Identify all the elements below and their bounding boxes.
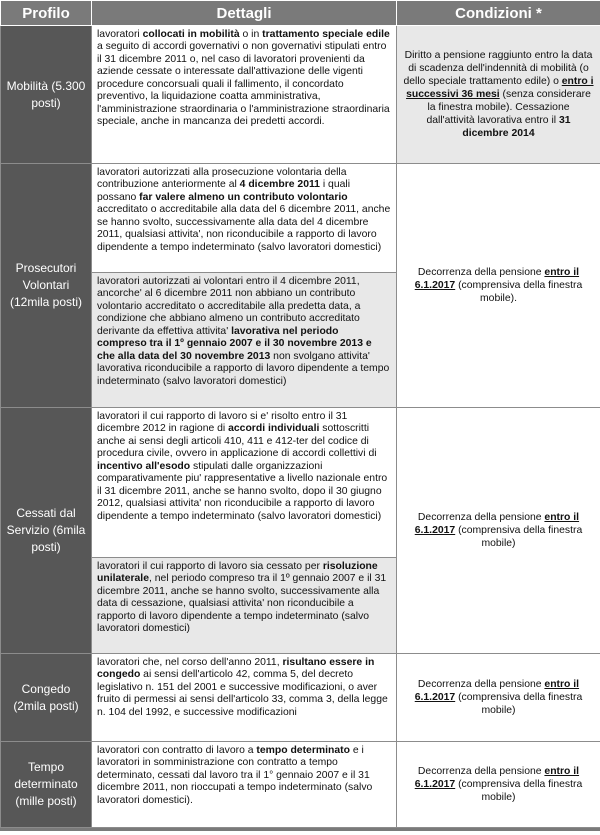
condition-cell: Decorrenza della pensione entro il 6.1.2017 (comprensiva della finestra mobile) [397,654,600,742]
condition-cell: Diritto a pensione raggiunto entro la data di scadenza dell'indennità di mobilità (o dello speciale trattamento edile) o entro i successivi 36 mesi (senza considerare la finestra mobile). Cessazione dall'attività lavorativa entro il 31 dicembre 2014 [397,26,600,164]
header-condizioni: Condizioni * [397,1,600,26]
condition-cell: Decorrenza della pensione entro il 6.1.2017 (comprensiva della finestra mobile) [397,408,600,654]
header-dettagli: Dettagli [92,1,397,26]
detail-cell: lavoratori autorizzati alla prosecuzione volontaria della contribuzione anteriormente al 4 dicembre 2011 i quali possano far valere almeno un contributo volontario accreditato o accreditabile alla data del 6 dicembre 2011, anche se hanno svolto, successivamente alla data del 4 dicembre 2011, qualsiasi attivita', non riconducibile a rapporto di lavoro dipendente a tempo indeterminato (salvo lavoratori domestici) [92,164,397,273]
condition-cell: Decorrenza della pensione entro il 6.1.2017 (comprensiva della finestra mobile) [397,742,600,828]
profile-cell: Tempo determinato (mille posti) [1,742,92,828]
profile-cell: Cessati dal Servizio (6mila posti) [1,408,92,654]
table-row [1,654,600,742]
header-profilo: Profilo [1,1,92,26]
condition-cell: Decorrenza della pensione entro il 6.1.2017 (comprensiva della finestra mobile). [397,164,600,408]
table-row [1,26,600,164]
profile-cell: Mobilità (5.300 posti) [1,26,92,164]
detail-cell: lavoratori il cui rapporto di lavoro si e' risolto entro il 31 dicembre 2012 in ragione di accordi individuali sottoscritti anche ai sensi degli articoli 410, 411 e 412-ter del codice di procedura civile, ovvero in applicazione di accordi collettivi di incentivo all'esodo stipulati dalle organizzazioni comparativamente piu' rappresentative a livello nazionale entro il 31 dicembre 2011, anche se hanno svolto, dopo il 30 giugno 2012, qualsiasi attivita' non riconducibile a rapporto di lavoro dipendente a tempo indeterminato (salvo lavoratori domestici) [92,408,397,558]
table-row [1,742,600,828]
detail-cell: lavoratori collocati in mobilità o in trattamento speciale edile a seguito di accordi governativi o non governativi stipulati entro il 31 dicembre 2011 o, nel caso di lavoratori provenienti da aziende cessate o interessate dall'attivazione delle vigenti procedure concorsuali quali il fallimento, il concordato preventivo, la liquidazione coatta amministrativa, l'amministrazione straordinaria o l'amministrazione straordinaria speciale, anche in mancanza dei predetti accordi. [92,26,397,164]
profile-cell: Congedo (2mila posti) [1,654,92,742]
bottom-rule [0,828,600,831]
detail-cell: lavoratori autorizzati ai volontari entro il 4 dicembre 2011, ancorche' al 6 dicembre 2011 non abbiano un contributo volontario accreditato o accreditabile alla predetta data, a condizione che abbiano almeno un contributo accreditato derivante da effettiva attivita' lavorativa nel periodo compreso tra il 1º gennaio 2007 e il 30 novembre 2013 e che alla data del 30 novembre 2013 non svolgano attivita' lavorativa riconducibile a rapporto di lavoro dipendente a tempo indeterminato (salvo lavoratori domestici) [92,273,397,408]
profile-cell: Prosecutori Volontari (12mila posti) [1,164,92,408]
table-row [1,408,600,558]
detail-cell: lavoratori con contratto di lavoro a tempo determinato e i lavoratori in somministrazione con contratto a tempo determinato, cessati dal lavoro tra il 1° gennaio 2007 e il 31 dicembre 2011, non rioccupati a tempo indeterminato (salvo lavoratori domestici). [92,742,397,828]
header-row [1,1,600,26]
table-row [1,164,600,273]
detail-cell: lavoratori il cui rapporto di lavoro sia cessato per risoluzione unilaterale, nel periodo compreso tra il 1º gennaio 2007 e il 31 dicembre 2011, anche se hanno svolto, successivamente alla data di cessazione, qualsiasi attivita' non riconducibile a rapporto di lavoro dipendente a tempo indeterminato (salvo lavoratori domestici) [92,558,397,654]
detail-cell: lavoratori che, nel corso dell'anno 2011, risultano essere in congedo ai sensi dell'articolo 42, comma 5, del decreto legislativo n. 151 del 2001 e successive modificazioni, o aver fruito di permessi ai sensi dell'articolo 33, comma 3, della legge n. 104 del 1992, e successive modificazioni [92,654,397,742]
